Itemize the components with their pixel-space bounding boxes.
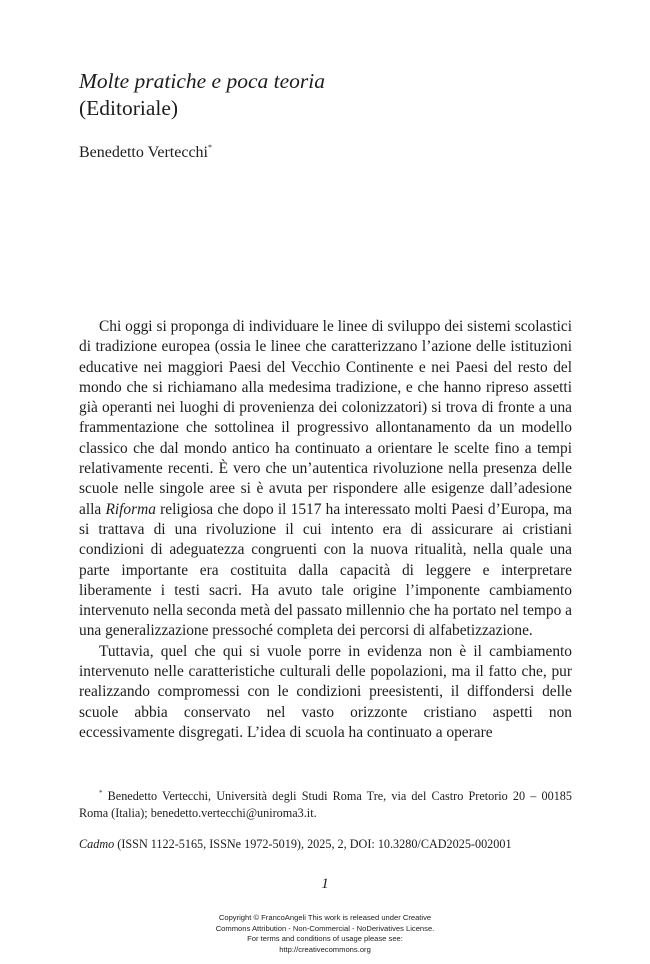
author-name: Benedetto Vertecchi: [79, 144, 208, 161]
license-line-1: Copyright © FrancoAngeli This work is released under Creative: [218, 913, 432, 922]
license-link[interactable]: http://creativecommons.org: [279, 944, 371, 954]
author-line: [79, 138, 212, 163]
journal-name: Cadmo: [79, 837, 115, 851]
footnote-text: Benedetto Vertecchi, Università degli Studi Roma Tre, via del Castro Pretorio 20 – 00185 Roma (Italia); benedetto.vertecchi@uniroma3.it.: [79, 789, 572, 820]
paragraph-2: Tuttavia, quel che qui si vuole porre in evidenza non è il cambiamento intervenuto nelle caratteristiche culturali delle popolazioni, ma il fatto che, pur realizzando compromessi con le condizioni preesistenti, il diffondersi delle scuole abbia conservato nel vasto orizzonte cristiano aspetti non eccessivamente disgregati. L’idea di scuola ha continuato a operare: [79, 642, 572, 741]
article-body: [79, 317, 572, 743]
paragraph-1: [79, 317, 572, 642]
license-line-2: Commons Attribution - Non-Commercial - NoDerivatives License.: [215, 923, 435, 933]
article-title: [79, 68, 579, 122]
citation-details: (ISSN 1122-5165, ISSNe 1972-5019), 2025, 2, DOI: 10.3280/CAD2025-002001: [114, 837, 512, 851]
article-title-main: Molte pratiche e poca teoria: [79, 69, 325, 93]
author-footnote-marker: *: [207, 143, 212, 152]
footnote: [79, 785, 572, 822]
footnote-marker: *: [99, 789, 103, 797]
paragraph-1-part-a: Chi oggi si proponga di individuare le linee di sviluppo dei sistemi scolastici di tradizione europea (ossia le linee che caratterizzano l’azione delle istituzioni educative nei maggiori Paesi del Vecchio Continente e nei Paesi del resto del mondo che si richiamano alla medesima tradizione, e che hanno ripreso assetti già operanti nei luoghi di provenienza dei colonizzatori) si trova di fronte a una frammentazione che sottolinea il progressivo allontanamento da un modello classico che dal mondo antico ha continuato a orientare le scelte fino a tempi relativamente recenti. È vero che un’autentica rivoluzione nella presenza delle scuole nelle singole aree si è avuta per rispondere alle esigenze dall’adesione alla: [79, 318, 572, 518]
paragraph-1-part-b: religiosa che dopo il 1517 ha interessato molti Paesi d’Europa, ma si trattava di una rivoluzione il cui intento era di assicurare ai cristiani condizioni di adeguatezza congruenti con la nuova ritualità, nella quale una parte importante era costituita dalla capacità di leggere e interpretare liberamente i testi sacri. Ha avuto tale origine l’imponente cambiamento intervenuto nella seconda metà del passato millennio che ha portato nel tempo a una generalizzazione pressoché completa dei percorsi di alfabetizzazione.: [79, 500, 573, 640]
paragraph-1-emphasis: Riforma: [105, 500, 156, 518]
page-number: 1: [321, 876, 329, 892]
license-line-3: For terms and conditions of usage please see:: [247, 934, 403, 943]
journal-citation: [79, 836, 572, 853]
license-notice: [0, 913, 650, 955]
article-title-subtitle: (Editoriale): [79, 96, 179, 120]
